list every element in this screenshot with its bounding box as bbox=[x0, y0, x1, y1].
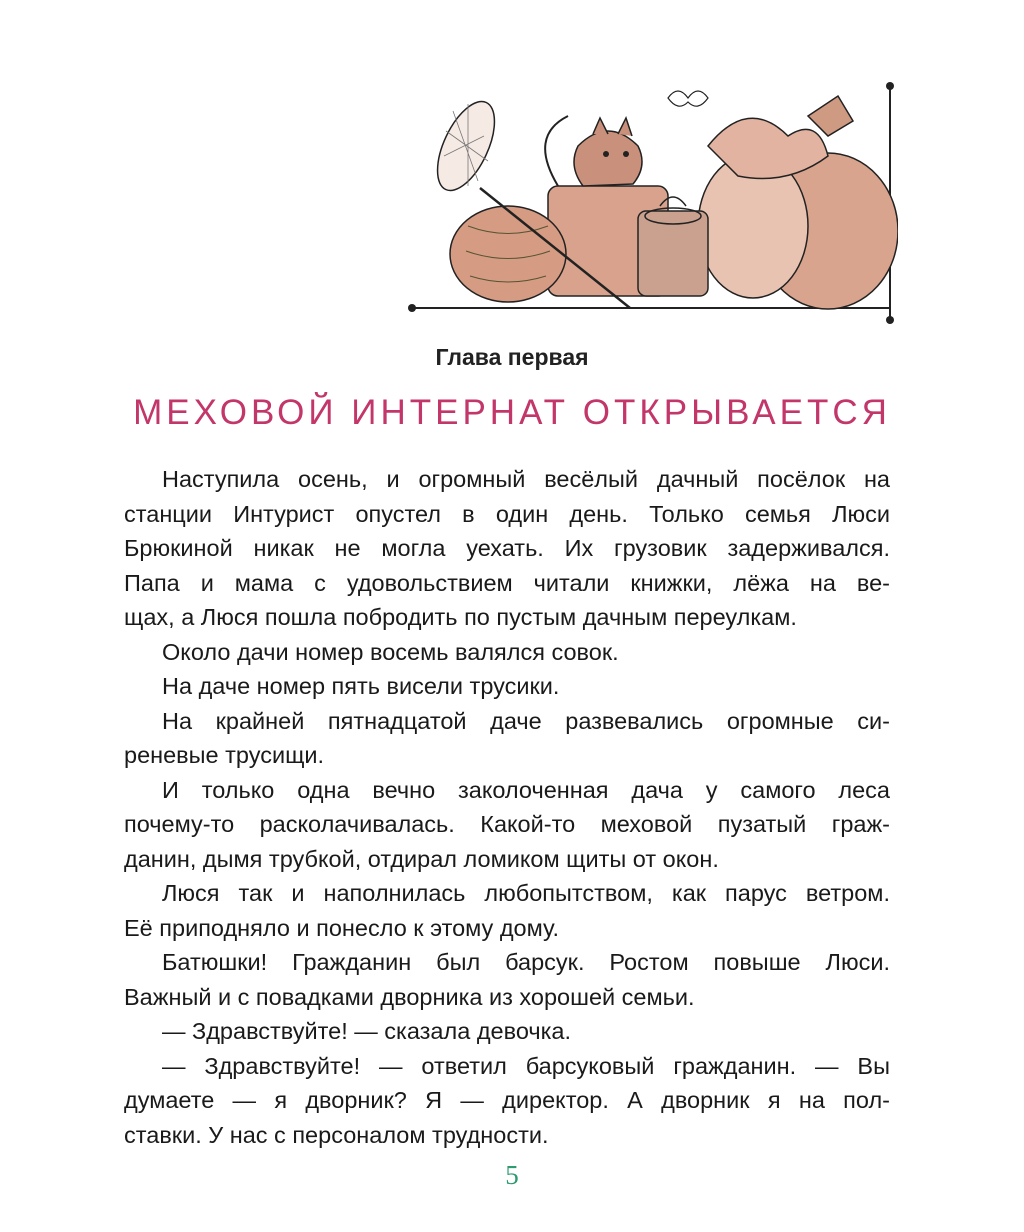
text-line: Её приподняло и понесло к этому дому. bbox=[124, 914, 559, 941]
text-line: Наступила осень, и огромный весёлый дачный посёлок на bbox=[162, 466, 890, 492]
page-number: 5 bbox=[505, 1160, 519, 1190]
text-line: — Здравствуйте! — ответил барсуковый гражданин. — Вы bbox=[162, 1052, 890, 1079]
text-line: Люся так и наполнилась любопытством, как парус ветром. bbox=[162, 880, 890, 906]
text-line: На даче номер пять висели трусики. bbox=[162, 673, 560, 699]
text-line: Батюшки! Гражданин был барсук. Ростом повыше Люси. bbox=[162, 949, 890, 975]
text-line: На крайней пятнадцатой даче развевались огромные си- bbox=[162, 707, 890, 734]
text-line: думаете — я дворник? Я — директор. А дворник я на пол- bbox=[124, 1087, 890, 1113]
bags-illustration bbox=[426, 91, 898, 309]
text-line: данин, дымя трубкой, отдирал ломиком щиты от окон. bbox=[124, 845, 719, 872]
chapter-title: МЕХОВОЙ ИНТЕРНАТ ОТКРЫВАЕТСЯ bbox=[133, 393, 891, 432]
chapter-label: Глава первая bbox=[435, 344, 589, 370]
text-line: почему-то расколачивалась. Какой-то меховой пузатый граж- bbox=[124, 811, 890, 837]
text-line: И только одна вечно заколоченная дача у самого леса bbox=[162, 776, 890, 803]
text-line: Папа и мама с удовольствием читали книжки, лёжа на ве- bbox=[124, 569, 890, 596]
text-line: Около дачи номер восемь валялся совок. bbox=[162, 638, 619, 665]
text-line: Брюкиной никак не могла уехать. Их грузовик задерживался. bbox=[124, 535, 890, 561]
text-line: Важный и с повадками дворника из хорошей семьи. bbox=[124, 983, 695, 1010]
chapter-illustration bbox=[408, 76, 898, 326]
text-line: щах, а Люся пошла побродить по пустым дачным переулкам. bbox=[124, 604, 797, 630]
body-text bbox=[124, 462, 890, 1152]
text-line: ставки. У нас с персоналом трудности. bbox=[124, 1121, 549, 1148]
text-line: станции Интурист опустел в один день. Только семья Люси bbox=[124, 500, 890, 527]
text-line: — Здравствуйте! — сказала девочка. bbox=[162, 1018, 572, 1044]
text-line: реневые трусищи. bbox=[124, 742, 325, 768]
